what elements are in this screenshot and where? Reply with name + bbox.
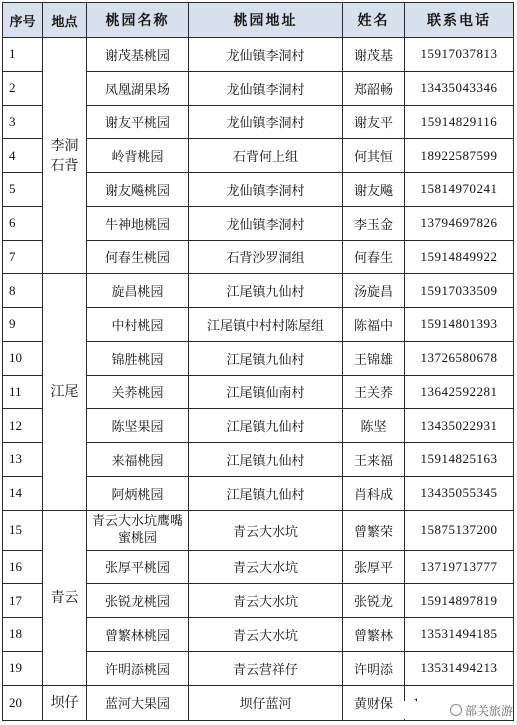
row-number: 8 [3,274,43,308]
orchard-name: 阿炳桃园 [87,476,189,510]
row-number: 4 [3,139,43,173]
person-name: 汤旋昌 [343,274,405,308]
header-location: 地点 [43,3,87,38]
row-number: 2 [3,71,43,105]
phone-number: 15914829116 [405,105,514,139]
header-orchard-name: 桃园名称 [87,3,189,38]
orchard-name: 凤凰湖果场 [87,71,189,105]
row-number: 9 [3,308,43,342]
phone-number: 15917037813 [405,38,514,72]
row-number: 19 [3,651,43,685]
orchard-name: 曾繁林桃园 [87,618,189,652]
orchard-address: 石背何上组 [189,139,343,173]
phone-number: 13719713777 [405,550,514,584]
phone-number: 13794697826 [405,206,514,240]
row-number: 6 [3,206,43,240]
orchard-address: 青云大水坑 [189,584,343,618]
table-row [3,510,514,550]
orchard-name: 岭背桃园 [87,139,189,173]
person-name: 陈坚 [343,409,405,443]
row-number: 14 [3,476,43,510]
orchard-address: 龙仙镇李洞村 [189,173,343,207]
location-label: 李洞石背 [50,137,79,174]
row-number: 5 [3,173,43,207]
orchard-name: 中村桃园 [87,308,189,342]
person-name: 曾繁林 [343,618,405,652]
wechat-icon [450,704,462,716]
orchard-name: 来福桃园 [87,443,189,477]
phone-number: 15914801393 [405,308,514,342]
orchard-address: 坝仔蓝河 [189,685,343,721]
person-name: 张厚平 [343,550,405,584]
orchard-name: 蓝河大果园 [87,685,189,721]
row-number: 3 [3,105,43,139]
location-cell [43,38,87,274]
row-number: 18 [3,618,43,652]
orchard-address: 石背沙罗洞组 [189,240,343,274]
row-number: 7 [3,240,43,274]
orchard-name: 谢茂基桃园 [87,38,189,72]
phone-number: 13642592281 [405,375,514,409]
phone-number: 13726580678 [405,341,514,375]
row-number: 15 [3,510,43,550]
location-cell: 青云 [43,510,87,685]
orchard-name: 张厚平桃园 [87,550,189,584]
orchard-address: 龙仙镇李洞村 [189,105,343,139]
orchard-name: 许明添桃园 [87,651,189,685]
person-name: 许明添 [343,651,405,685]
phone-number: 13531494213 [405,651,514,685]
phone-number: 15814970241 [405,173,514,207]
row-number: 11 [3,375,43,409]
orchard-name: 何春生桃园 [87,240,189,274]
phone-number: 15914849922 [405,240,514,274]
orchard-name: 牛神地桃园 [87,206,189,240]
orchard-address: 青云营祥仔 [189,651,343,685]
orchard-name: 青云大水坑鹰嘴蜜桃园 [87,510,189,550]
orchard-name: 谢友平桃园 [87,105,189,139]
person-name: 张锐龙 [343,584,405,618]
row-number: 13 [3,443,43,477]
watermark-text: 部关旅游 [464,703,513,718]
phone-number: 13435022931 [405,409,514,443]
phone-number: 15914897819 [405,584,514,618]
table-row [3,274,514,308]
row-number: 1 [3,38,43,72]
person-name: 曾繁荣 [343,510,405,550]
person-name: 王来福 [343,443,405,477]
phone-number: 13435055345 [405,476,514,510]
phone-number: 13531494185 [405,618,514,652]
phone-number: 18922587599 [405,139,514,173]
orchard-name: 谢友飚桃园 [87,173,189,207]
row-number: 16 [3,550,43,584]
orchard-address: 龙仙镇李洞村 [189,38,343,72]
orchard-address: 江尾镇中村村陈屋组 [189,308,343,342]
orchard-address: 青云大水坑 [189,510,343,550]
person-name: 陈福中 [343,308,405,342]
orchard-address: 青云大水坑 [189,618,343,652]
person-name: 李玉金 [343,206,405,240]
person-name: 王关荞 [343,375,405,409]
header-orchard-address: 桃园地址 [189,3,343,38]
person-name: 肖科成 [343,476,405,510]
orchard-name: 陈坚果园 [87,409,189,443]
person-name: 黄财保 [343,685,405,721]
orchard-address: 江尾镇九仙村 [189,409,343,443]
orchard-address: 龙仙镇李洞村 [189,71,343,105]
header-person: 姓名 [343,3,405,38]
table-row [3,38,514,72]
header-row [3,3,514,38]
orchard-address: 江尾镇九仙村 [189,476,343,510]
row-number: 20 [3,685,43,721]
phone-number: 13435043346 [405,71,514,105]
phone-number: 15917033509 [405,274,514,308]
person-name: 何春生 [343,240,405,274]
orchard-address: 江尾镇九仙村 [189,443,343,477]
orchard-address: 青云大水坑 [189,550,343,584]
location-cell: 坝仔 [43,685,87,721]
orchard-contact-table [2,2,514,721]
orchard-address: 龙仙镇李洞村 [189,206,343,240]
phone-number: 15875137200 [405,510,514,550]
person-name: 郑韶畅 [343,71,405,105]
orchard-name: 关荞桃园 [87,375,189,409]
row-number: 12 [3,409,43,443]
location-cell: 江尾 [43,274,87,510]
orchard-address: 江尾镇九仙村 [189,274,343,308]
orchard-address: 江尾镇九仙村 [189,341,343,375]
person-name: 谢友平 [343,105,405,139]
person-name: 谢友飚 [343,173,405,207]
orchard-address: 江尾镇仙南村 [189,375,343,409]
person-name: 何其恒 [343,139,405,173]
orchard-name: 张锐龙桃园 [87,584,189,618]
row-number: 17 [3,584,43,618]
person-name: 王锦雄 [343,341,405,375]
orchard-name: 旋昌桃园 [87,274,189,308]
header-phone: 联系电话 [405,3,514,38]
orchard-name: 锦胜桃园 [87,341,189,375]
person-name: 谢茂基 [343,38,405,72]
header-no: 序号 [3,3,43,38]
phone-number: 15914825163 [405,443,514,477]
row-number: 10 [3,341,43,375]
watermark [403,701,513,719]
